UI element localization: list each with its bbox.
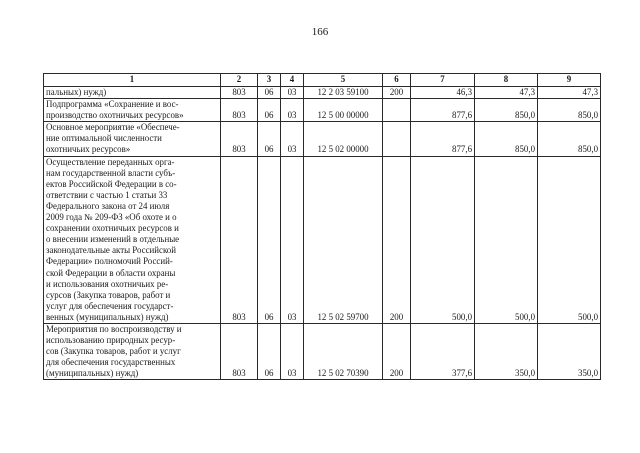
- table-row: [44, 156, 601, 323]
- description-line: использованию природных ресур-: [46, 335, 176, 346]
- cell-amount-year-2: 47,3: [475, 87, 538, 99]
- cell-amount-year-3: 47,3: [538, 87, 601, 99]
- cell-description: [44, 87, 221, 99]
- cell-description: [44, 122, 221, 156]
- description-line: ответствии с частью 1 статьи 33: [46, 189, 168, 200]
- cell-target-item-code: 12 2 03 59100: [304, 87, 383, 99]
- description-line: ектов Российской Федерации в со-: [46, 178, 177, 189]
- description-line: сурсов (Закупка товаров, работ и: [46, 289, 171, 300]
- header-cell: 7: [411, 74, 475, 87]
- cell-amount-year-1: 877,6: [411, 99, 475, 122]
- cell-ministry-code: 803: [221, 323, 258, 379]
- cell-section-code: 06: [258, 87, 281, 99]
- header-row: [44, 74, 601, 87]
- cell-description: [44, 99, 221, 122]
- cell-amount-year-2: 350,0: [475, 323, 538, 379]
- description-line: Федерации» полномочий Россий-: [46, 256, 173, 267]
- cell-ministry-code: 803: [221, 87, 258, 99]
- description-line: ской Федерации в области охраны: [46, 267, 176, 278]
- cell-target-item-code: 12 5 02 59700: [304, 156, 383, 323]
- description-line: услуг для обеспечения государст-: [46, 300, 174, 311]
- cell-expense-type-code: [383, 122, 411, 156]
- description-line: охотничьих ресурсов»: [46, 144, 131, 155]
- cell-section-code: 06: [258, 122, 281, 156]
- budget-table: [43, 73, 601, 380]
- cell-target-item-code: 12 5 02 00000: [304, 122, 383, 156]
- header-cell: 4: [281, 74, 304, 87]
- cell-expense-type-code: 200: [383, 323, 411, 379]
- cell-ministry-code: 803: [221, 99, 258, 122]
- header-cell: 1: [44, 74, 221, 87]
- cell-subsection-code: 03: [281, 323, 304, 379]
- description-line: ние оптимальной численности: [46, 133, 162, 144]
- cell-amount-year-1: 377,6: [411, 323, 475, 379]
- cell-section-code: 06: [258, 323, 281, 379]
- table-row: [44, 323, 601, 379]
- description-line: Мероприятия по воспроизводству и: [46, 323, 182, 334]
- cell-ministry-code: 803: [221, 122, 258, 156]
- description-line: Федерального закона от 24 июля: [46, 200, 170, 211]
- cell-expense-type-code: [383, 99, 411, 122]
- cell-amount-year-3: 850,0: [538, 122, 601, 156]
- header-cell: 8: [475, 74, 538, 87]
- description-line: производство охотничьих ресурсов»: [46, 110, 184, 121]
- cell-subsection-code: 03: [281, 122, 304, 156]
- cell-description: [44, 156, 221, 323]
- description-line: Основное мероприятие «Обеспече-: [46, 122, 180, 133]
- page-number: 166: [311, 26, 329, 38]
- header-cell: 3: [258, 74, 281, 87]
- table-row: [44, 122, 601, 156]
- description-line: венных (муниципальных) нужд): [46, 311, 169, 322]
- cell-amount-year-2: 500,0: [475, 156, 538, 323]
- description-line: пальных) нужд): [46, 87, 107, 97]
- cell-amount-year-3: 350,0: [538, 323, 601, 379]
- description-line: (муниципальных) нужд): [46, 368, 139, 379]
- cell-subsection-code: 03: [281, 99, 304, 122]
- cell-amount-year-3: 500,0: [538, 156, 601, 323]
- cell-expense-type-code: 200: [383, 87, 411, 99]
- cell-amount-year-1: 877,6: [411, 122, 475, 156]
- cell-section-code: 06: [258, 156, 281, 323]
- cell-expense-type-code: 200: [383, 156, 411, 323]
- description-line: законодательные акты Российской: [46, 245, 176, 256]
- description-line: о внесении изменений в отдельные: [46, 234, 180, 245]
- description-line: и использования охотничьих ре-: [46, 278, 169, 289]
- header-cell: 5: [304, 74, 383, 87]
- cell-amount-year-1: 46,3: [411, 87, 475, 99]
- table-row: [44, 87, 601, 99]
- description-line: Осуществление переданных орга-: [46, 156, 175, 167]
- header-cell: 6: [383, 74, 411, 87]
- description-line: Подпрограмма «Сохранение и вос-: [46, 99, 179, 110]
- table-body: [44, 87, 601, 380]
- table-row: [44, 99, 601, 122]
- cell-description: [44, 323, 221, 379]
- description-line: 2009 года № 209-ФЗ «Об охоте и о: [46, 212, 177, 223]
- cell-amount-year-2: 850,0: [475, 122, 538, 156]
- cell-subsection-code: 03: [281, 156, 304, 323]
- cell-subsection-code: 03: [281, 87, 304, 99]
- cell-amount-year-3: 850,0: [538, 99, 601, 122]
- header-cell: 9: [538, 74, 601, 87]
- cell-ministry-code: 803: [221, 156, 258, 323]
- cell-target-item-code: 12 5 02 70390: [304, 323, 383, 379]
- cell-amount-year-2: 850,0: [475, 99, 538, 122]
- header-cell: 2: [221, 74, 258, 87]
- cell-amount-year-1: 500,0: [411, 156, 475, 323]
- cell-section-code: 06: [258, 99, 281, 122]
- description-line: для обеспечения государственных: [46, 357, 176, 368]
- description-line: нам государственной власти субъ-: [46, 167, 176, 178]
- description-line: сов (Закупка товаров, работ и услуг: [46, 346, 181, 357]
- cell-target-item-code: 12 5 00 00000: [304, 99, 383, 122]
- description-line: сохранении охотничьих ресурсов и: [46, 223, 179, 234]
